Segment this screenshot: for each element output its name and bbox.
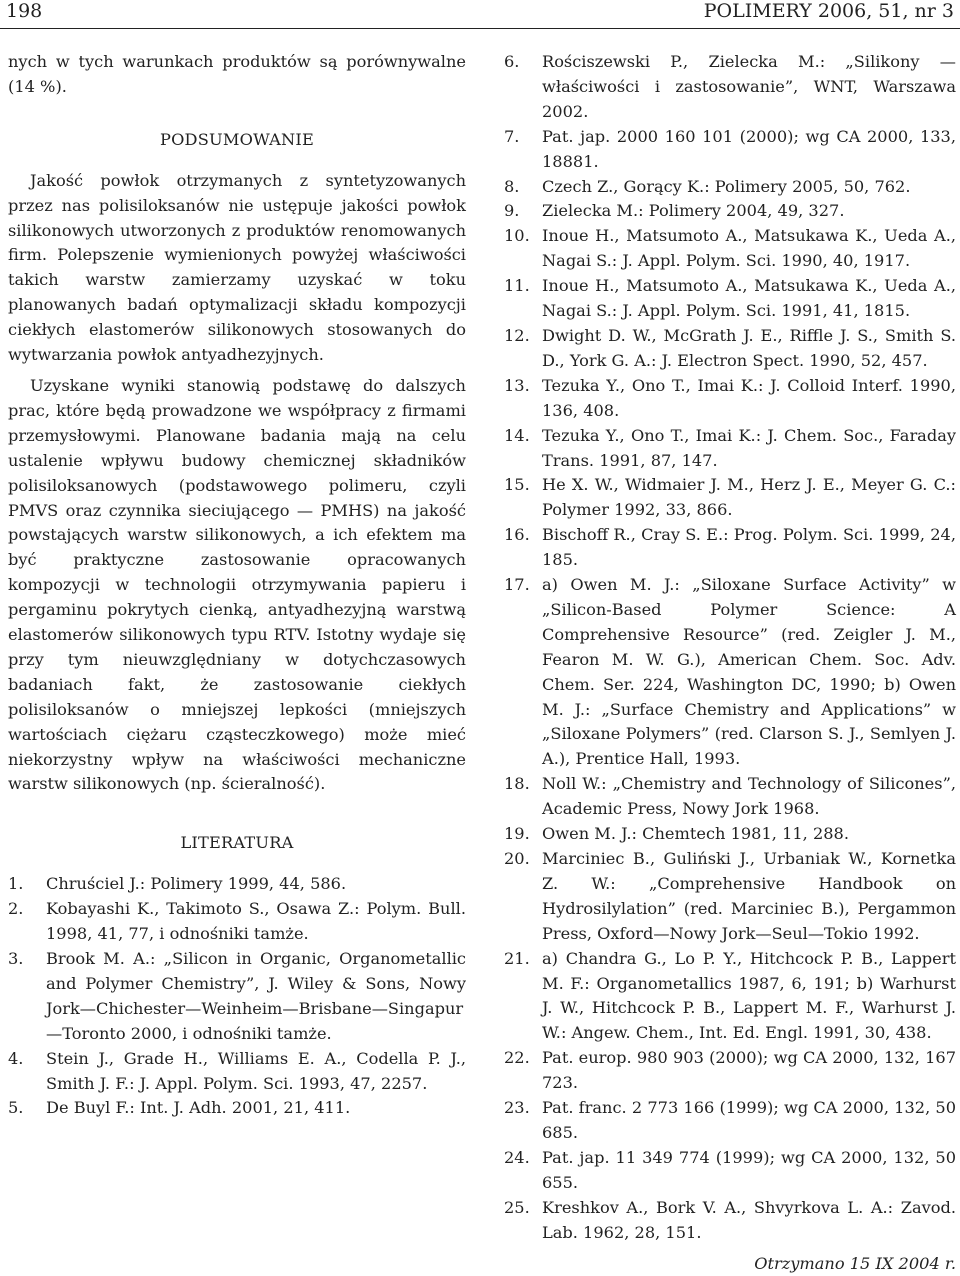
reference-list-right bbox=[504, 50, 956, 1246]
summary-paragraph-2: Uzyskane wyniki stanowią podstawę do dalszych prac, które będą prowadzone we współpracy z firmami przemysłowymi. Planowane badania mają na celu ustalenie wpływu budowy chemicznej składników polisiloksanowych (podstawowego polimeru, czyli PMVS oraz czynnika sieciującego — PMHS) na jakość powstających warstw silikonowych, a ich efektem ma być praktyczne zastosowanie opracowanych kompozycji w technologii otrzymywania papieru i pergaminu pokrytych cienką, antyadhezyjną warstwą elastomerów silikonowych typu RTV. Istotny wydaje się przy tym nieuwzględniany w dotychczasowych badaniach fakt, że zastosowanie ciekłych polisiloksanów o mniejszej lepkości (mniejszych wartościach ciężaru cząsteczkowego) może mieć niekorzystny wpływ na właściwości mechaniczne warstw silikonowych (np. ścieralność). bbox=[8, 374, 466, 797]
reference-number: 24. bbox=[504, 1146, 542, 1196]
reference-text: Pat. franc. 2 773 166 (1999); wg CA 2000, 132, 50 685. bbox=[542, 1096, 956, 1146]
reference-text: Stein J., Grade H., Williams E. A., Codella P. J., Smith J. F.: J. Appl. Polym. Sci. 1993, 47, 2257. bbox=[46, 1047, 466, 1097]
reference-item bbox=[504, 847, 956, 947]
reference-number: 10. bbox=[504, 224, 542, 274]
reference-item bbox=[504, 573, 956, 772]
reference-item bbox=[504, 822, 956, 847]
reference-number: 15. bbox=[504, 473, 542, 523]
reference-text: Pat. europ. 980 903 (2000); wg CA 2000, 132, 167 723. bbox=[542, 1046, 956, 1096]
reference-item bbox=[8, 1047, 466, 1097]
reference-number: 13. bbox=[504, 374, 542, 424]
reference-text: De Buyl F.: Int. J. Adh. 2001, 21, 411. bbox=[46, 1096, 466, 1121]
reference-text: Kobayashi K., Takimoto S., Osawa Z.: Polym. Bull. 1998, 41, 77, i odnośniki tamże. bbox=[46, 897, 466, 947]
reference-text: Tezuka Y., Ono T., Imai K.: J. Colloid Interf. 1990, 136, 408. bbox=[542, 374, 956, 424]
reference-item bbox=[504, 1046, 956, 1096]
reference-number: 1. bbox=[8, 872, 46, 897]
journal-title: POLIMERY 2006, 51, nr 3 bbox=[704, 0, 954, 22]
reference-text: Bischoff R., Cray S. E.: Prog. Polym. Sci. 1999, 24, 185. bbox=[542, 523, 956, 573]
reference-item bbox=[504, 523, 956, 573]
reference-text: Pat. jap. 2000 160 101 (2000); wg CA 2000, 133, 18881. bbox=[542, 125, 956, 175]
reference-number: 16. bbox=[504, 523, 542, 573]
reference-text: Owen M. J.: Chemtech 1981, 11, 288. bbox=[542, 822, 956, 847]
reference-number: 4. bbox=[8, 1047, 46, 1097]
reference-item bbox=[504, 324, 956, 374]
reference-item bbox=[8, 872, 466, 897]
reference-number: 17. bbox=[504, 573, 542, 772]
reference-text: Inoue H., Matsumoto A., Matsukawa K., Ueda A., Nagai S.: J. Appl. Polym. Sci. 1990, 40, 1917. bbox=[542, 224, 956, 274]
reference-number: 6. bbox=[504, 50, 542, 125]
reference-text: He X. W., Widmaier J. M., Herz J. E., Meyer G. C.: Polymer 1992, 33, 866. bbox=[542, 473, 956, 523]
reference-item bbox=[504, 274, 956, 324]
reference-text: Zielecka M.: Polimery 2004, 49, 327. bbox=[542, 199, 956, 224]
reference-text: Inoue H., Matsumoto A., Matsukawa K., Ueda A., Nagai S.: J. Appl. Polym. Sci. 1991, 41, 1815. bbox=[542, 274, 956, 324]
reference-item bbox=[8, 947, 466, 1047]
reference-item bbox=[504, 1096, 956, 1146]
reference-number: 11. bbox=[504, 274, 542, 324]
intro-text: nych w tych warunkach produktów są porównywalne (14 %). bbox=[8, 50, 466, 100]
reference-list-left bbox=[8, 872, 466, 1121]
reference-text: Marciniec B., Guliński J., Urbaniak W., Kornetka Z. W.: „Comprehensive Handbook on Hydrosilylation” (red. Marciniec B.), Pergammon Press, Oxford—Nowy Jork—Seul—Tokio 1992. bbox=[542, 847, 956, 947]
reference-text: Pat. jap. 11 349 774 (1999); wg CA 2000, 132, 50 655. bbox=[542, 1146, 956, 1196]
reference-text: Dwight D. W., McGrath J. E., Riffle J. S., Smith S. D., York G. A.: J. Electron Spect. 1990, 52, 457. bbox=[542, 324, 956, 374]
reference-number: 18. bbox=[504, 772, 542, 822]
header-rule bbox=[0, 28, 960, 29]
reference-number: 7. bbox=[504, 125, 542, 175]
reference-text: a) Chandra G., Lo P. Y., Hitchcock P. B., Lappert M. F.: Organometallics 1987, 6, 191; b) Warhurst J. W., Hitchcock P. B., Lappert M. F., Warhurst J. W.: Angew. Chem., Int. Ed. Engl. 1991, 30, 438. bbox=[542, 947, 956, 1047]
reference-number: 3. bbox=[8, 947, 46, 1047]
left-column bbox=[8, 50, 466, 1121]
right-column bbox=[504, 50, 956, 1276]
reference-number: 12. bbox=[504, 324, 542, 374]
reference-number: 19. bbox=[504, 822, 542, 847]
literature-heading: LITERATURA bbox=[8, 831, 466, 856]
reference-text: a) Owen M. J.: „Siloxane Surface Activity” w „Silicon-Based Polymer Science: A Comprehensive Resource” (red. Zeigler J. M., Fearon M. W. G.), American Chem. Soc. Adv. Chem. Ser. 224, Washington DC, 1990; b) Owen M. J.: „Surface Chemistry and Applications” w „Siloxane Polymers” (red. Clarson S. J., Semlyen J. A.), Prentice Hall, 1993. bbox=[542, 573, 956, 772]
reference-number: 23. bbox=[504, 1096, 542, 1146]
summary-heading: PODSUMOWANIE bbox=[8, 128, 466, 153]
reference-item bbox=[504, 424, 956, 474]
reference-text: Brook M. A.: „Silicon in Organic, Organometallic and Polymer Chemistry”, J. Wiley & Sons, Nowy Jork—Chichester—Weinheim—Brisbane—Singapur—Toronto 2000, i odnośniki tamże. bbox=[46, 947, 466, 1047]
reference-number: 2. bbox=[8, 897, 46, 947]
reference-item bbox=[504, 224, 956, 274]
summary-paragraph-1: Jakość powłok otrzymanych z syntetyzowanych przez nas polisiloksanów nie ustępuje jakości powłok silikonowych utworzonych z produktów renomowanych firm. Polepszenie wymienionych powyżej właściwości takich warstw zamierzamy uzyskać w toku planowanych badań optymalizacji składu kompozycji ciekłych elastomerów silikonowych stosowanych do wytwarzania powłok antyadhezyjnych. bbox=[8, 169, 466, 368]
reference-item bbox=[504, 473, 956, 523]
reference-number: 22. bbox=[504, 1046, 542, 1096]
reference-text: Rościszewski P., Zielecka M.: „Silikony — właściwości i zastosowanie”, WNT, Warszawa 2002. bbox=[542, 50, 956, 125]
reference-item bbox=[504, 772, 956, 822]
reference-item bbox=[504, 175, 956, 200]
reference-number: 14. bbox=[504, 424, 542, 474]
reference-number: 8. bbox=[504, 175, 542, 200]
reference-item bbox=[504, 125, 956, 175]
reference-item bbox=[504, 374, 956, 424]
reference-item bbox=[504, 1196, 956, 1246]
reference-number: 21. bbox=[504, 947, 542, 1047]
page-number: 198 bbox=[6, 0, 42, 22]
reference-text: Noll W.: „Chemistry and Technology of Silicones”, Academic Press, Nowy Jork 1968. bbox=[542, 772, 956, 822]
reference-item bbox=[504, 1146, 956, 1196]
received-date: Otrzymano 15 IX 2004 r. bbox=[504, 1252, 956, 1276]
reference-item bbox=[8, 1096, 466, 1121]
reference-text: Czech Z., Gorący K.: Polimery 2005, 50, 762. bbox=[542, 175, 956, 200]
reference-item bbox=[504, 50, 956, 125]
reference-number: 9. bbox=[504, 199, 542, 224]
reference-item bbox=[504, 199, 956, 224]
reference-number: 5. bbox=[8, 1096, 46, 1121]
reference-number: 20. bbox=[504, 847, 542, 947]
reference-item bbox=[504, 947, 956, 1047]
reference-text: Chruściel J.: Polimery 1999, 44, 586. bbox=[46, 872, 466, 897]
reference-number: 25. bbox=[504, 1196, 542, 1246]
reference-item bbox=[8, 897, 466, 947]
reference-text: Kreshkov A., Bork V. A., Shvyrkova L. A.: Zavod. Lab. 1962, 28, 151. bbox=[542, 1196, 956, 1246]
reference-text: Tezuka Y., Ono T., Imai K.: J. Chem. Soc., Faraday Trans. 1991, 87, 147. bbox=[542, 424, 956, 474]
